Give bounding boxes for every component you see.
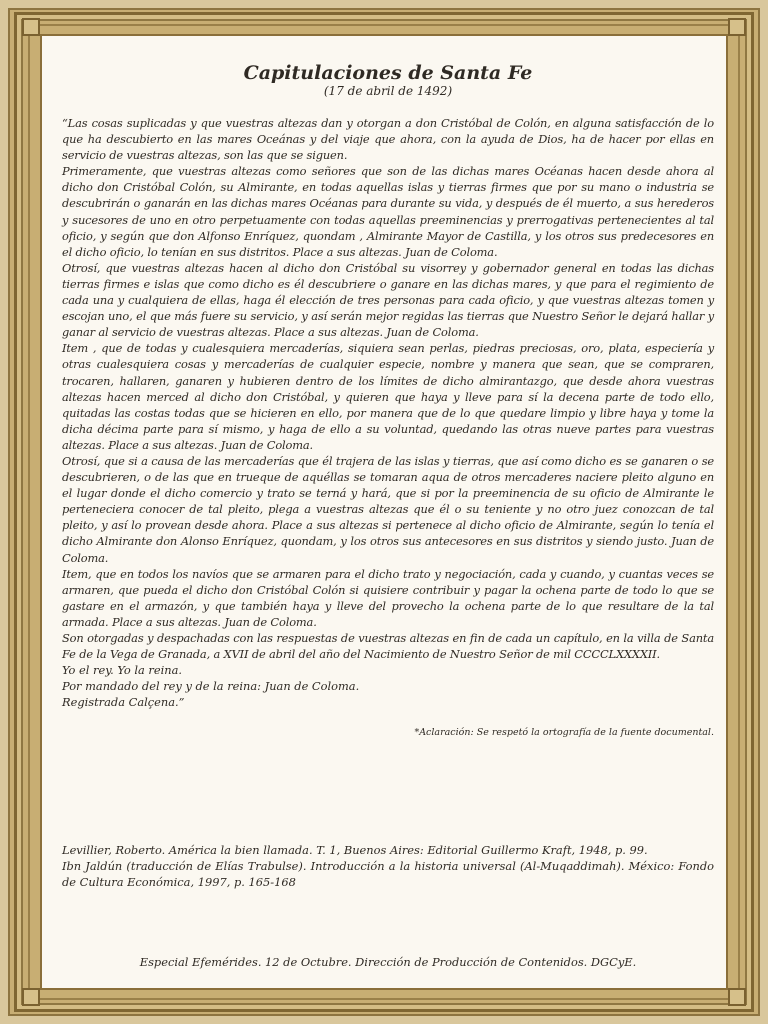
- reference-item: Ibn Jaldún (traducción de Elías Trabulse). Introducción a la historia universal (Al-Muqaddimah). México: Fondo de Cultura Económica, 1997, p. 165-168: [62, 859, 714, 890]
- paragraph: Item, que en todos los navíos que se armaren para el dicho trato y negociación, cada y cuando, y cuantas veces se armaren, que pueda el dicho don Cristóbal Colón si quisiere contribuir y pagar la ochena parte de todo lo que se gastare en el armazón, y que también haya y lleve del provecho la ochena parte de lo que resultare de la tal armada. Place a sus altezas. Juan de Coloma.: [62, 566, 714, 629]
- document-title: Capitulaciones de Santa Fe: [243, 62, 533, 84]
- frame-corner-ornament: [22, 988, 40, 1006]
- paragraph: Primeramente, que vuestras altezas como señores que son de las dichas mares Océanas hacen desde ahora al dicho don Cristóbal Colón, su Almirante, en todas aquellas islas y tierras firmes que por su mano o industria se descubrirán o ganarán en las dichas mares Océanas para durante su vida, y después de él muerto, a sus herederos y sucesores de uno en otro perpetuamente con todas aquellas preeminencias y prerrogativas pertenecientes al tal oficio, y según que don Alfonso Enríquez, quondam , Almirante Mayor de Castilla, y los otros sus predecesores en el dicho oficio, lo tenían en sus distritos. Place a sus altezas. Juan de Coloma.: [62, 164, 714, 259]
- page-footer: Especial Efemérides. 12 de Octubre. Dirección de Producción de Contenidos. DGCyE.: [139, 955, 637, 969]
- paragraph: Son otorgadas y despachadas con las respuestas de vuestras altezas en fin de cada un capítulo, en la villa de Santa Fe de la Vega de Granada, a XVII de abril del año del Nacimiento de Nuestro Señor de mil CCCCLXXXXII.: [62, 631, 714, 662]
- document-content: [62, 62, 714, 740]
- paragraph: Item , que de todas y cualesquiera mercaderías, siquiera sean perlas, piedras preciosas, oro, plata, especiería y otras cualesquiera cosas y mercaderías de cualquier especie, nombre y manera que sean, que se compraren, trocaren, hallaren, ganaren y hubieren dentro de los límites de dicho almirantazgo, que desde ahora vuestras altezas hacen merced al dicho don Cristóbal, y quieren que haya y lleve para sí la decena parte de todo ello, quitadas las costas todas que se hicieren en ello, por manera que de lo que quedare limpio y libre haya y tome la dicha décima parte para sí mismo, y haga de ello a su voluntad, quedando las otras nueve partes para vuestras altezas. Place a sus altezas. Juan de Coloma.: [62, 341, 714, 452]
- document-date: (17 de abril de 1492): [323, 84, 453, 98]
- references: [62, 842, 714, 891]
- frame-corner-ornament: [22, 18, 40, 36]
- frame-corner-ornament: [728, 988, 746, 1006]
- paragraph: Otrosí, que si a causa de las mercaderías que él trajera de las islas y tierras, que así como dicho es se ganaren o se descubrieren, o de las que en trueque de aquéllas se tomaran aqua de otros mercaderes naciere pleito alguno en el lugar donde el dicho comercio y trato se terná y hará, que si por la preeminencia de su oficio de Almirante le perteneciera conocer de tal pleito, plega a vuestras altezas que él o su teniente y no otro juez conozcan de tal pleito, y así lo provean desde ahora. Place a sus altezas si pertenece al dicho oficio de Almirante, según lo tenía el dicho Almirante don Alonso Enríquez, quondam, y los otros sus antecesores en sus distritos y siendo justo. Juan de Coloma.: [62, 453, 714, 565]
- document-body: [62, 115, 714, 662]
- document-closing: [62, 662, 714, 710]
- closing-line: Yo el rey. Yo la reina.: [62, 663, 182, 678]
- reference-item: Levillier, Roberto. América la bien llamada. T. 1, Buenos Aires: Editorial Guillermo Kraft, 1948, p. 99.: [62, 843, 648, 857]
- paragraph: “Las cosas suplicadas y que vuestras altezas dan y otorgan a don Cristóbal de Colón, en alguna satisfacción de lo que ha descubierto en las mares Oceánas y del viaje que ahora, con la ayuda de Dios, ha de hacer por ellas en servicio de vuestras altezas, son las que se siguen.: [62, 116, 714, 163]
- closing-line: Registrada Calçena.”: [62, 695, 185, 710]
- clarification-note: *Aclaración: Se respetó la ortografía de la fuente documental.: [414, 727, 714, 739]
- closing-line: Por mandado del rey y de la reina: Juan de Coloma.: [62, 679, 360, 694]
- paragraph: Otrosí, que vuestras altezas hacen al dicho don Cristóbal su visorrey y gobernador general en todas las dichas tierras firmes e islas que como dicho es él descubriere o ganare en las dichas mares, y que para el regimiento de cada una y cualquiera de ellas, haga él elección de tres personas para cada oficio, y que vuestras altezas tomen y escojan uno, el que más fuere su servicio, y así serán mejor regidas las tierras que Nuestro Señor le dejará hallar y ganar al servicio de vuestras altezas. Place a sus altezas. Juan de Coloma.: [62, 260, 714, 340]
- frame-corner-ornament: [728, 18, 746, 36]
